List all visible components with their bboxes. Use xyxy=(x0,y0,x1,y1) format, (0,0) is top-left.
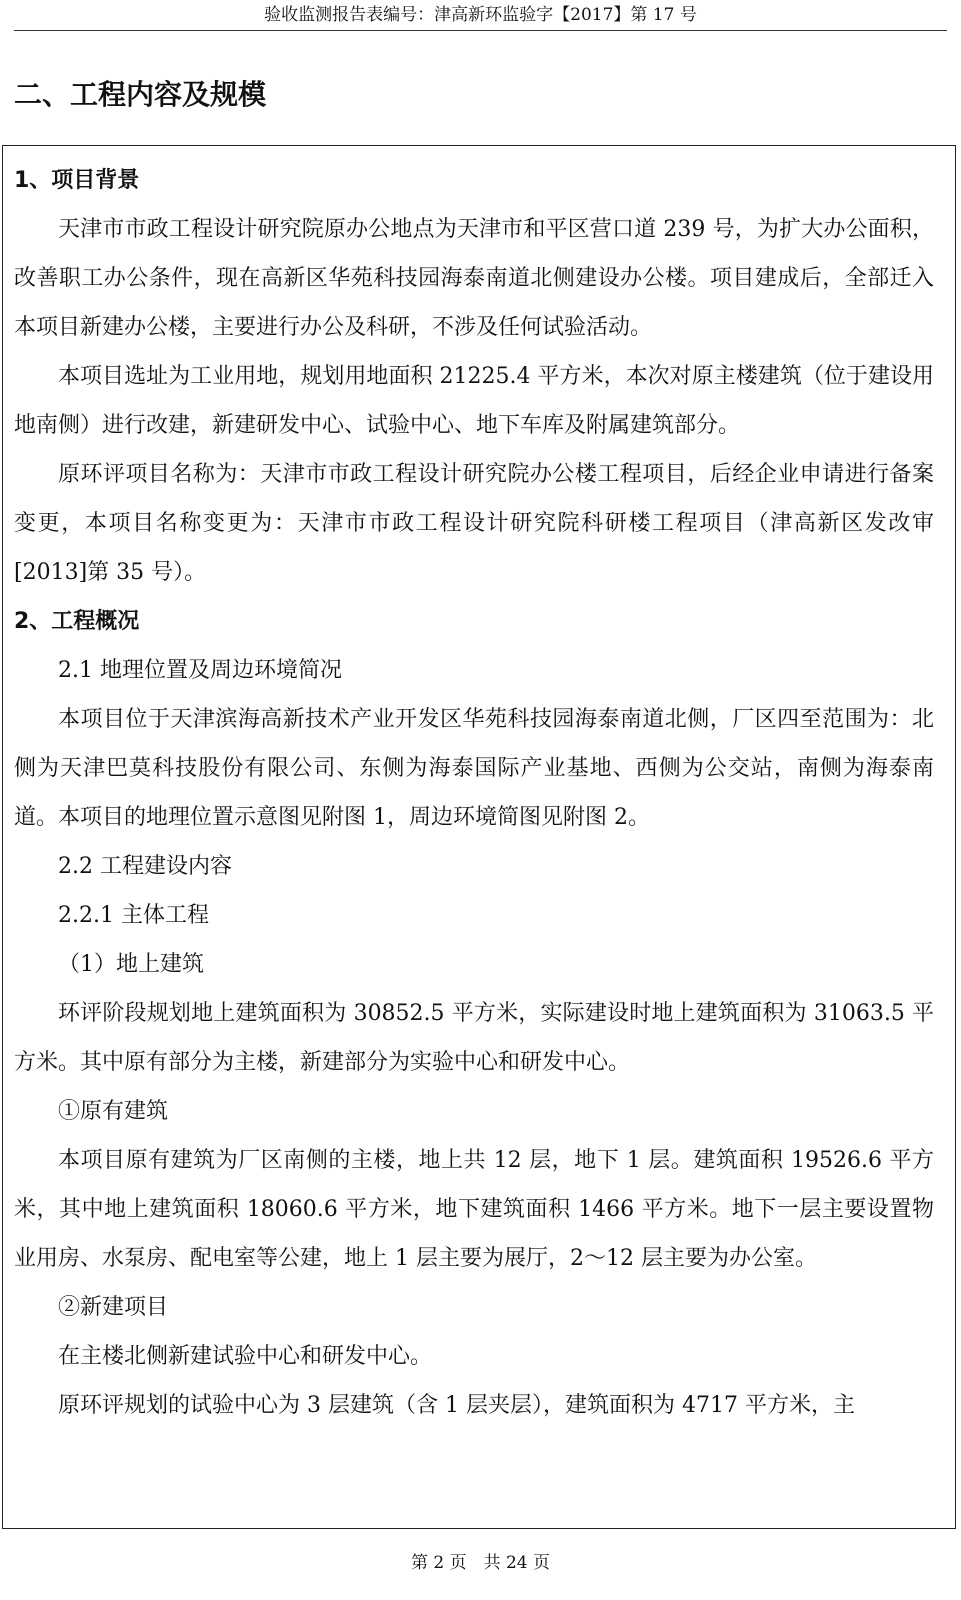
subheading-above-ground: （1）地上建筑 xyxy=(58,952,204,977)
paragraph-existing-building: 本项目原有建筑为厂区南侧的主楼，地上共 12 层，地下 1 层。建筑面积 19526.6 平方米，其中地上建筑面积 18060.6 平方米，地下建筑面积 1466 平方米。地下一层主要设置物业用房、水泵房、配电室等公建，地上 1 层主要为展厅，2～12 层主要为办公室。 xyxy=(14,1148,934,1271)
subheading-2-2: 2.2 工程建设内容 xyxy=(58,854,232,879)
subheading-2-2-1: 2.2.1 主体工程 xyxy=(58,903,209,928)
paragraph-new-project: 在主楼北侧新建试验中心和研发中心。 xyxy=(58,1344,433,1369)
paragraph-background-3: 原环评项目名称为：天津市市政工程设计研究院办公楼工程项目，后经企业申请进行备案变更，本项目名称变更为：天津市市政工程设计研究院科研楼工程项目（津高新区发改审[2013]第 35 号）。 xyxy=(14,462,934,585)
header-divider xyxy=(14,30,947,31)
paragraph-background-1: 天津市市政工程设计研究院原办公地点为天津市和平区营口道 239 号，为扩大办公面积，改善职工办公条件，现在高新区华苑科技园海泰南道北侧建设办公楼。项目建成后，全部迁入本项目新建办公楼，主要进行办公及科研，不涉及任何试验活动。 xyxy=(14,217,934,340)
section-title: 二、工程内容及规模 xyxy=(14,78,267,111)
heading-project-background: 1、项目背景 xyxy=(14,168,140,193)
paragraph-test-center: 原环评规划的试验中心为 3 层建筑（含 1 层夹层），建筑面积为 4717 平方米，主 xyxy=(58,1393,855,1418)
subheading-existing-building: ①原有建筑 xyxy=(58,1099,169,1124)
paragraph-background-2: 本项目选址为工业用地，规划用地面积 21225.4 平方米，本次对原主楼建筑（位于建设用地南侧）进行改建，新建研发中心、试验中心、地下车库及附属建筑部分。 xyxy=(14,364,934,438)
content-box xyxy=(2,145,956,1529)
subheading-new-project: ②新建项目 xyxy=(58,1295,169,1320)
paragraph-location: 本项目位于天津滨海高新技术产业开发区华苑科技园海泰南道北侧，厂区四至范围为：北侧为天津巴莫科技股份有限公司、东侧为海泰国际产业基地、西侧为公交站，南侧为海泰南道。本项目的地理位置示意图见附图 1，周边环境简图见附图 2。 xyxy=(14,707,934,830)
paragraph-above-ground-area: 环评阶段规划地上建筑面积为 30852.5 平方米，实际建设时地上建筑面积为 31063.5 平方米。其中原有部分为主楼，新建部分为实验中心和研发中心。 xyxy=(14,1001,934,1075)
heading-project-overview: 2、工程概况 xyxy=(14,609,140,634)
subheading-2-1: 2.1 地理位置及周边环境简况 xyxy=(58,658,342,683)
content-body xyxy=(14,156,934,1430)
page-footer: 第 2 页 共 24 页 xyxy=(410,1553,551,1573)
report-header: 验收监测报告表编号：津高新环监验字【2017】第 17 号 xyxy=(264,5,697,25)
